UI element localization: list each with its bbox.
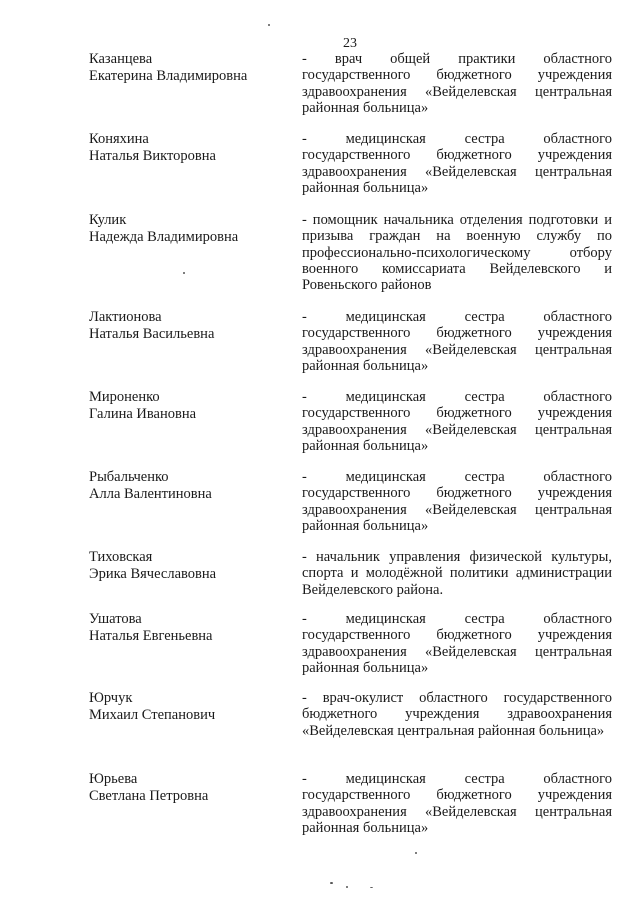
surname: Тиховская (89, 549, 153, 565)
given-names: Наталья Евгеньевна (89, 627, 213, 644)
surname: Коняхина (89, 131, 149, 147)
person-name (89, 611, 289, 644)
position-description: - врач общей практики областного государственного бюджетного учреждения здравоохранения «Вейделевская центральная районная больница» (302, 51, 612, 116)
position-description: - медицинская сестра областного государственного бюджетного учреждения здравоохранения «Вейделевская центральная районная больница» (302, 131, 612, 196)
scan-speck (370, 887, 373, 888)
scan-speck (346, 886, 348, 888)
person-name (89, 549, 289, 582)
surname: Юрчук (89, 690, 133, 706)
page-number: 23 (343, 36, 357, 51)
scan-speck (183, 272, 185, 274)
given-names: Эрика Вячеславовна (89, 565, 217, 582)
person-name (89, 690, 289, 723)
person-name (89, 131, 289, 164)
position-description: - медицинская сестра областного государственного бюджетного учреждения здравоохранения «Вейделевская центральная районная больница» (302, 771, 612, 836)
given-names: Галина Ивановна (89, 405, 197, 422)
surname: Юрьева (89, 771, 138, 787)
position-description: - медицинская сестра областного государственного бюджетного учреждения здравоохранения «Вейделевская центральная районная больница» (302, 389, 612, 454)
position-description: - начальник управления физической культуры, спорта и молодёжной политики администрации Вейделевского района. (302, 549, 612, 598)
surname: Мироненко (89, 389, 160, 405)
position-description: - врач-окулист областного государственного бюджетного учреждения здравоохранения «Вейделевская центральная районная больница» (302, 690, 612, 739)
surname: Лактионова (89, 309, 162, 325)
person-name (89, 389, 289, 422)
given-names: Екатерина Владимировна (89, 67, 248, 84)
person-name (89, 212, 289, 245)
given-names: Надежда Владимировна (89, 228, 239, 245)
position-description: - медицинская сестра областного государственного бюджетного учреждения здравоохранения «Вейделевская центральная районная больница» (302, 611, 612, 676)
person-name (89, 771, 289, 804)
given-names: Алла Валентиновна (89, 485, 212, 502)
surname: Рыбальченко (89, 469, 169, 485)
scan-speck (268, 24, 270, 26)
position-description: - медицинская сестра областного государственного бюджетного учреждения здравоохранения «Вейделевская центральная районная больница» (302, 309, 612, 374)
surname: Кулик (89, 212, 127, 228)
person-name (89, 469, 289, 502)
surname: Ушатова (89, 611, 142, 627)
scan-speck (415, 852, 417, 854)
person-name (89, 309, 289, 342)
given-names: Михаил Степанович (89, 706, 216, 723)
position-description: - медицинская сестра областного государственного бюджетного учреждения здравоохранения «Вейделевская центральная районная больница» (302, 469, 612, 534)
given-names: Наталья Васильевна (89, 325, 215, 342)
surname: Казанцева (89, 51, 153, 67)
position-description: - помощник начальника отделения подготовки и призыва граждан на военную службу по профессионально-психологическому отбору военного комиссариата Вейделевского и Ровеньского районов (302, 212, 612, 294)
given-names: Светлана Петровна (89, 787, 209, 804)
person-name (89, 51, 289, 84)
given-names: Наталья Викторовна (89, 147, 216, 164)
scan-speck (330, 882, 333, 884)
